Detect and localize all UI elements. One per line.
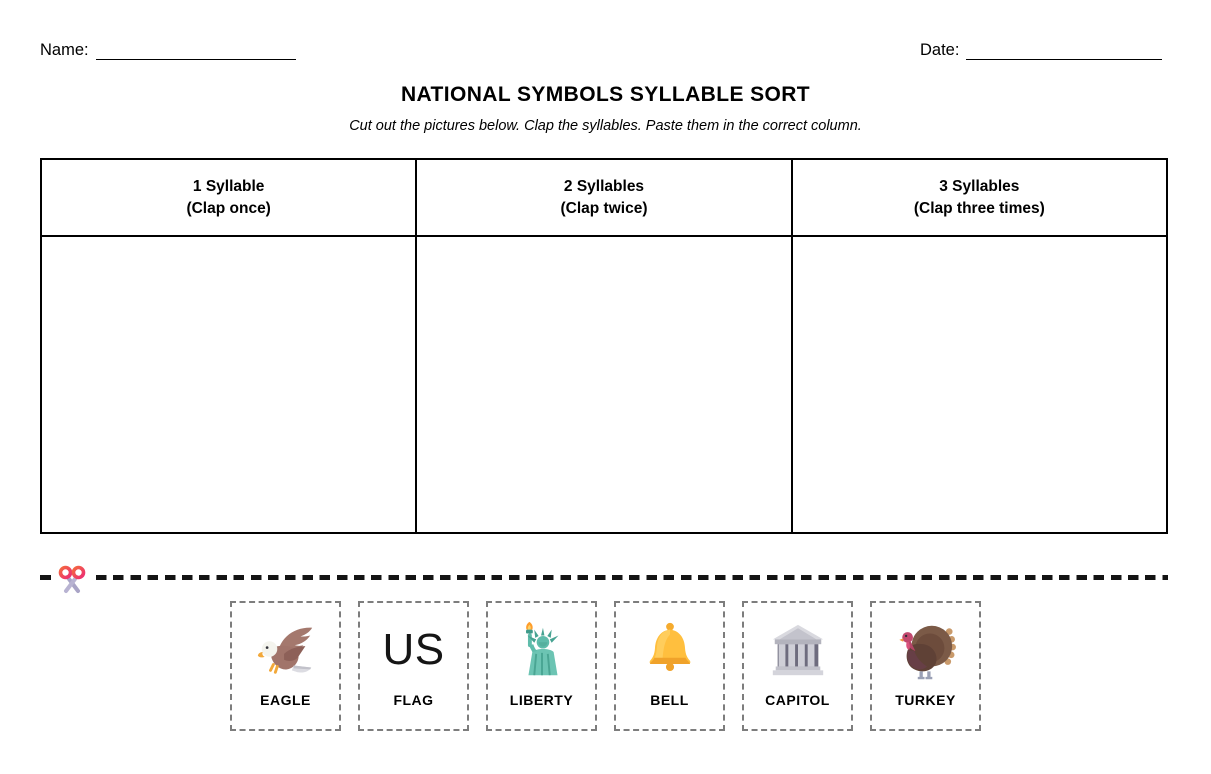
paste-cell-2-syllables [415,237,790,532]
card-bell [614,601,725,731]
date-blank-line [966,42,1162,60]
us-flag-glyph: US [382,625,445,674]
card-label: TURKEY [895,692,956,708]
table-header-row [42,160,1166,237]
card-label: LIBERTY [509,692,574,708]
column-header-line1: 1 Syllable [192,177,265,195]
syllable-sort-table [40,158,1168,534]
statue-of-liberty-icon [511,619,573,681]
turkey-icon [895,619,957,681]
name-field [40,41,296,60]
column-header-2-syllables [415,160,790,235]
date-field [920,41,1162,60]
name-label: Name: [40,41,89,59]
card-liberty [486,601,597,731]
card-turkey [870,601,981,731]
column-header-line1: 3 Syllables [939,177,1020,195]
paste-cell-3-syllables [791,237,1166,532]
worksheet-instructions: Cut out the pictures below. Clap the syllables. Paste them in the correct column. [349,118,862,134]
name-blank-line [96,42,296,60]
card-label: EAGLE [260,692,311,708]
paste-cell-1-syllable [42,237,415,532]
card-eagle [230,601,341,731]
column-header-line2: (Clap once) [186,199,271,217]
cut-line [40,563,1168,599]
date-label: Date: [920,41,960,59]
card-label: CAPITOL [765,692,830,708]
card-label: FLAG [393,692,434,708]
capitol-building-icon [767,619,829,681]
symbol-cards-row [0,601,1211,731]
column-header-3-syllables [791,160,1166,235]
eagle-icon [255,619,317,681]
scissors-icon [55,564,89,598]
card-label: BELL [650,692,689,708]
column-header-1-syllable [42,160,415,235]
worksheet-title: NATIONAL SYMBOLS SYLLABLE SORT [400,83,811,106]
cut-line-lead-dash [40,575,51,580]
card-flag [358,601,469,731]
card-capitol [742,601,853,731]
column-header-line2: (Clap twice) [560,199,648,217]
column-header-line2: (Clap three times) [913,199,1045,217]
table-body-row [42,237,1166,532]
cut-line-dashes [96,575,1168,580]
column-header-line1: 2 Syllables [563,177,645,195]
bell-icon [639,619,701,681]
